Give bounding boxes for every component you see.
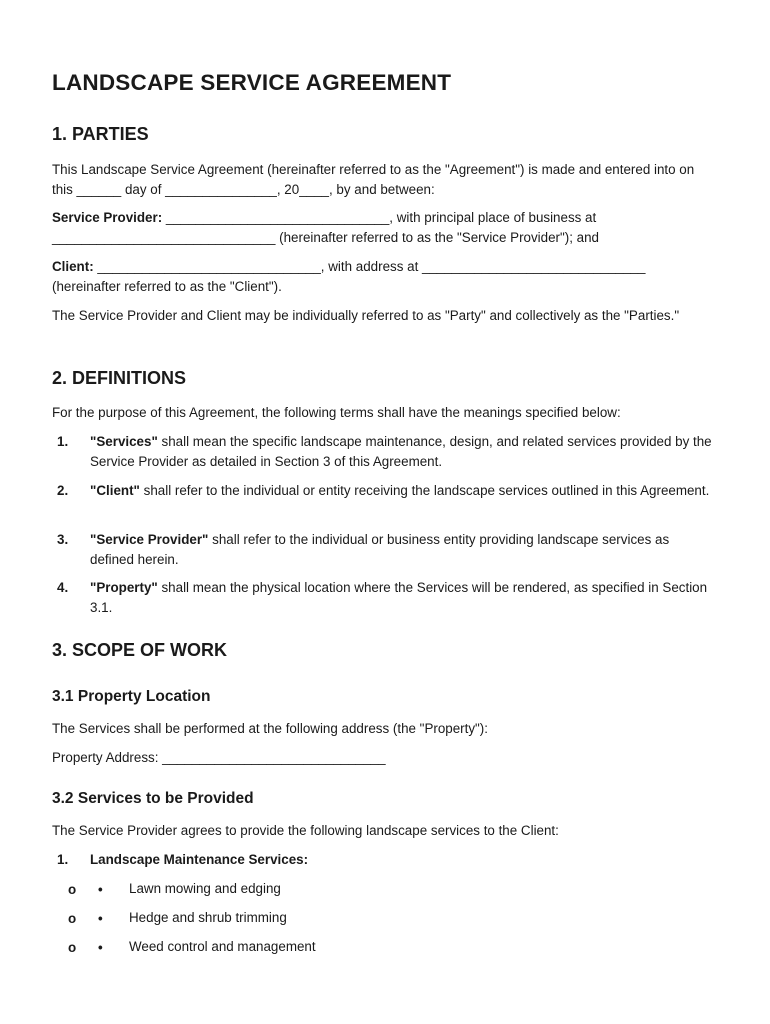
subsection-3-2-heading: 3.2 Services to be Provided xyxy=(52,790,254,807)
definition-text: shall mean the physical location where the Services will be rendered, as specified in Section 3.1. xyxy=(90,580,708,615)
definition-item xyxy=(52,432,714,471)
agreement-intro: This Landscape Service Agreement (hereinafter referred to as the "Agreement") is made and entered into on this ______ day of _______________, 20____, by and between: xyxy=(52,162,695,197)
client-clause xyxy=(52,257,714,296)
section-1-heading: 1. PARTIES xyxy=(52,124,149,144)
definition-number: 4. xyxy=(57,580,69,595)
service-provider-clause xyxy=(52,208,714,247)
service-bullet-item xyxy=(52,937,714,957)
client-text: ______________________________, with address at ______________________________ (hereinafter referred to as the "Client"). xyxy=(52,259,646,294)
definition-number: 2. xyxy=(57,483,69,498)
subsection-3-1-heading: 3.1 Property Location xyxy=(52,688,211,705)
circle-bullet-icon: o xyxy=(68,882,77,897)
property-location-text: The Services shall be performed at the following address (the "Property"): xyxy=(52,721,488,736)
service-bullet-text: Weed control and management xyxy=(129,939,316,954)
definition-item xyxy=(52,530,714,569)
section-3-heading: 3. SCOPE OF WORK xyxy=(52,640,228,660)
definition-term: "Services" xyxy=(90,434,158,449)
parties-note: The Service Provider and Client may be individually referred to as "Party" and collectively as the "Parties." xyxy=(52,308,680,323)
service-bullet-text: Hedge and shrub trimming xyxy=(129,910,287,925)
definition-text: shall refer to the individual or business entity providing landscape services as defined herein. xyxy=(90,532,670,567)
dot-bullet-icon: • xyxy=(98,940,103,955)
services-intro: The Service Provider agrees to provide the following landscape services to the Client: xyxy=(52,823,559,838)
dot-bullet-icon: • xyxy=(98,911,103,926)
services-list-item xyxy=(52,850,714,870)
section-2-heading: 2. DEFINITIONS xyxy=(52,368,187,388)
document-title: LANDSCAPE SERVICE AGREEMENT xyxy=(52,70,452,95)
dot-bullet-icon: • xyxy=(98,882,103,897)
service-bullet-text: Lawn mowing and edging xyxy=(129,881,281,896)
client-label: Client: xyxy=(52,259,94,274)
service-provider-text: ______________________________, with principal place of business at ______________________________ (hereinafter referred to as the "Service Provider"); and xyxy=(52,210,600,245)
service-bullet-item xyxy=(52,879,714,899)
definition-number: 1. xyxy=(57,434,69,449)
definition-term: "Client" xyxy=(90,483,140,498)
definition-item xyxy=(52,578,714,617)
definition-term: "Service Provider" xyxy=(90,532,209,547)
definition-item xyxy=(52,481,714,501)
definition-text: shall mean the specific landscape maintenance, design, and related services provided by the Service Provider as detailed in Section 3 of this Agreement. xyxy=(90,434,712,469)
definitions-intro: For the purpose of this Agreement, the following terms shall have the meanings specified below: xyxy=(52,405,621,420)
definition-text: shall refer to the individual or entity receiving the landscape services outlined in this Agreement. xyxy=(139,483,710,498)
circle-bullet-icon: o xyxy=(68,911,77,926)
service-bullet-item xyxy=(52,908,714,928)
service-provider-label: Service Provider: xyxy=(52,210,163,225)
definition-term: "Property" xyxy=(90,580,158,595)
services-list-title: Landscape Maintenance Services: xyxy=(90,852,309,867)
services-list-number: 1. xyxy=(57,852,69,867)
property-address-line: Property Address: ______________________________ xyxy=(52,750,386,765)
circle-bullet-icon: o xyxy=(68,940,77,955)
definition-number: 3. xyxy=(57,532,69,547)
